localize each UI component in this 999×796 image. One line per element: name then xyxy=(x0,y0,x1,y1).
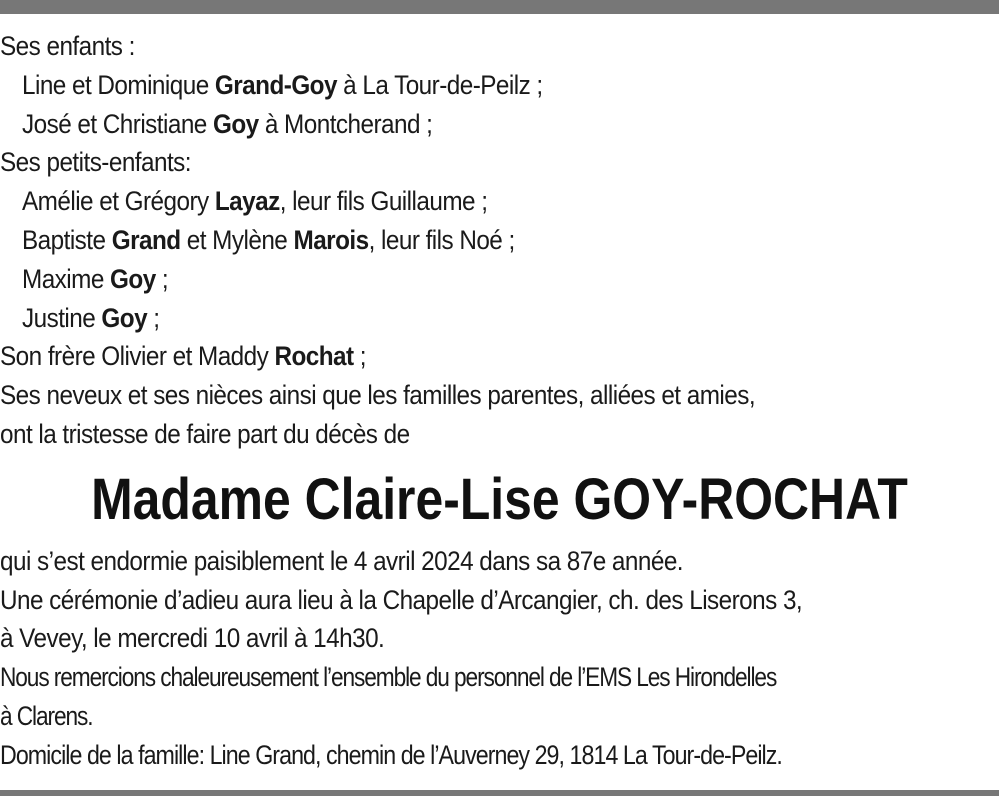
surname: Marois xyxy=(293,224,369,255)
grandchild-line: Baptiste Grand et Mylène Marois, leur fils Noé ; xyxy=(22,224,515,255)
surname: Layaz xyxy=(214,186,280,217)
obituary-notice xyxy=(0,27,999,775)
ceremony-line-2: à Vevey, le mercredi 10 avril à 14h30. xyxy=(0,623,385,654)
child-line: José et Christiane Goy à Montcherand ; xyxy=(22,108,433,139)
surname: Goy xyxy=(110,263,156,294)
grandchild-line: Amélie et Grégory Layaz, leur fils Guillaume ; xyxy=(22,186,488,217)
surname: Goy xyxy=(212,108,259,139)
surname: Rochat xyxy=(274,341,354,372)
child-line: Line et Dominique Grand-Goy à La Tour-de-Peilz ; xyxy=(22,69,543,100)
announcement-line: ont la tristesse de faire part du décès de xyxy=(0,418,410,449)
bottom-rule xyxy=(0,790,999,796)
ceremony-line-1: Une cérémonie d’adieu aura lieu à la Chapelle d’Arcangier, ch. des Liserons 3, xyxy=(0,584,803,615)
children-heading: Ses enfants : xyxy=(0,31,135,61)
deceased-name: Madame Claire-Lise GOY-ROCHAT xyxy=(91,466,908,532)
grandchild-line: Justine Goy ; xyxy=(22,302,160,333)
relatives-line: Ses neveux et ses nièces ainsi que les familles parentes, alliées et amies, xyxy=(0,380,756,411)
domicile-line: Domicile de la famille: Line Grand, chemin de l’Auverney 29, 1814 La Tour-de-Peilz. xyxy=(0,739,782,770)
top-rule xyxy=(0,0,999,14)
thanks-line-2: à Clarens. xyxy=(0,700,93,731)
surname: Goy xyxy=(101,302,148,333)
surname: Grand-Goy xyxy=(214,69,337,100)
thanks-line-1: Nous remercions chaleureusement l’ensemble du personnel de l’EMS Les Hirondelles xyxy=(0,662,777,693)
death-details: qui s’est endormie paisiblement le 4 avril 2024 dans sa 87e année. xyxy=(0,545,684,576)
grandchild-line: Maxime Goy ; xyxy=(22,263,169,294)
grandchildren-heading: Ses petits-enfants: xyxy=(0,147,192,178)
surname: Grand xyxy=(111,224,181,255)
brother-line: Son frère Olivier et Maddy Rochat ; xyxy=(0,341,367,372)
